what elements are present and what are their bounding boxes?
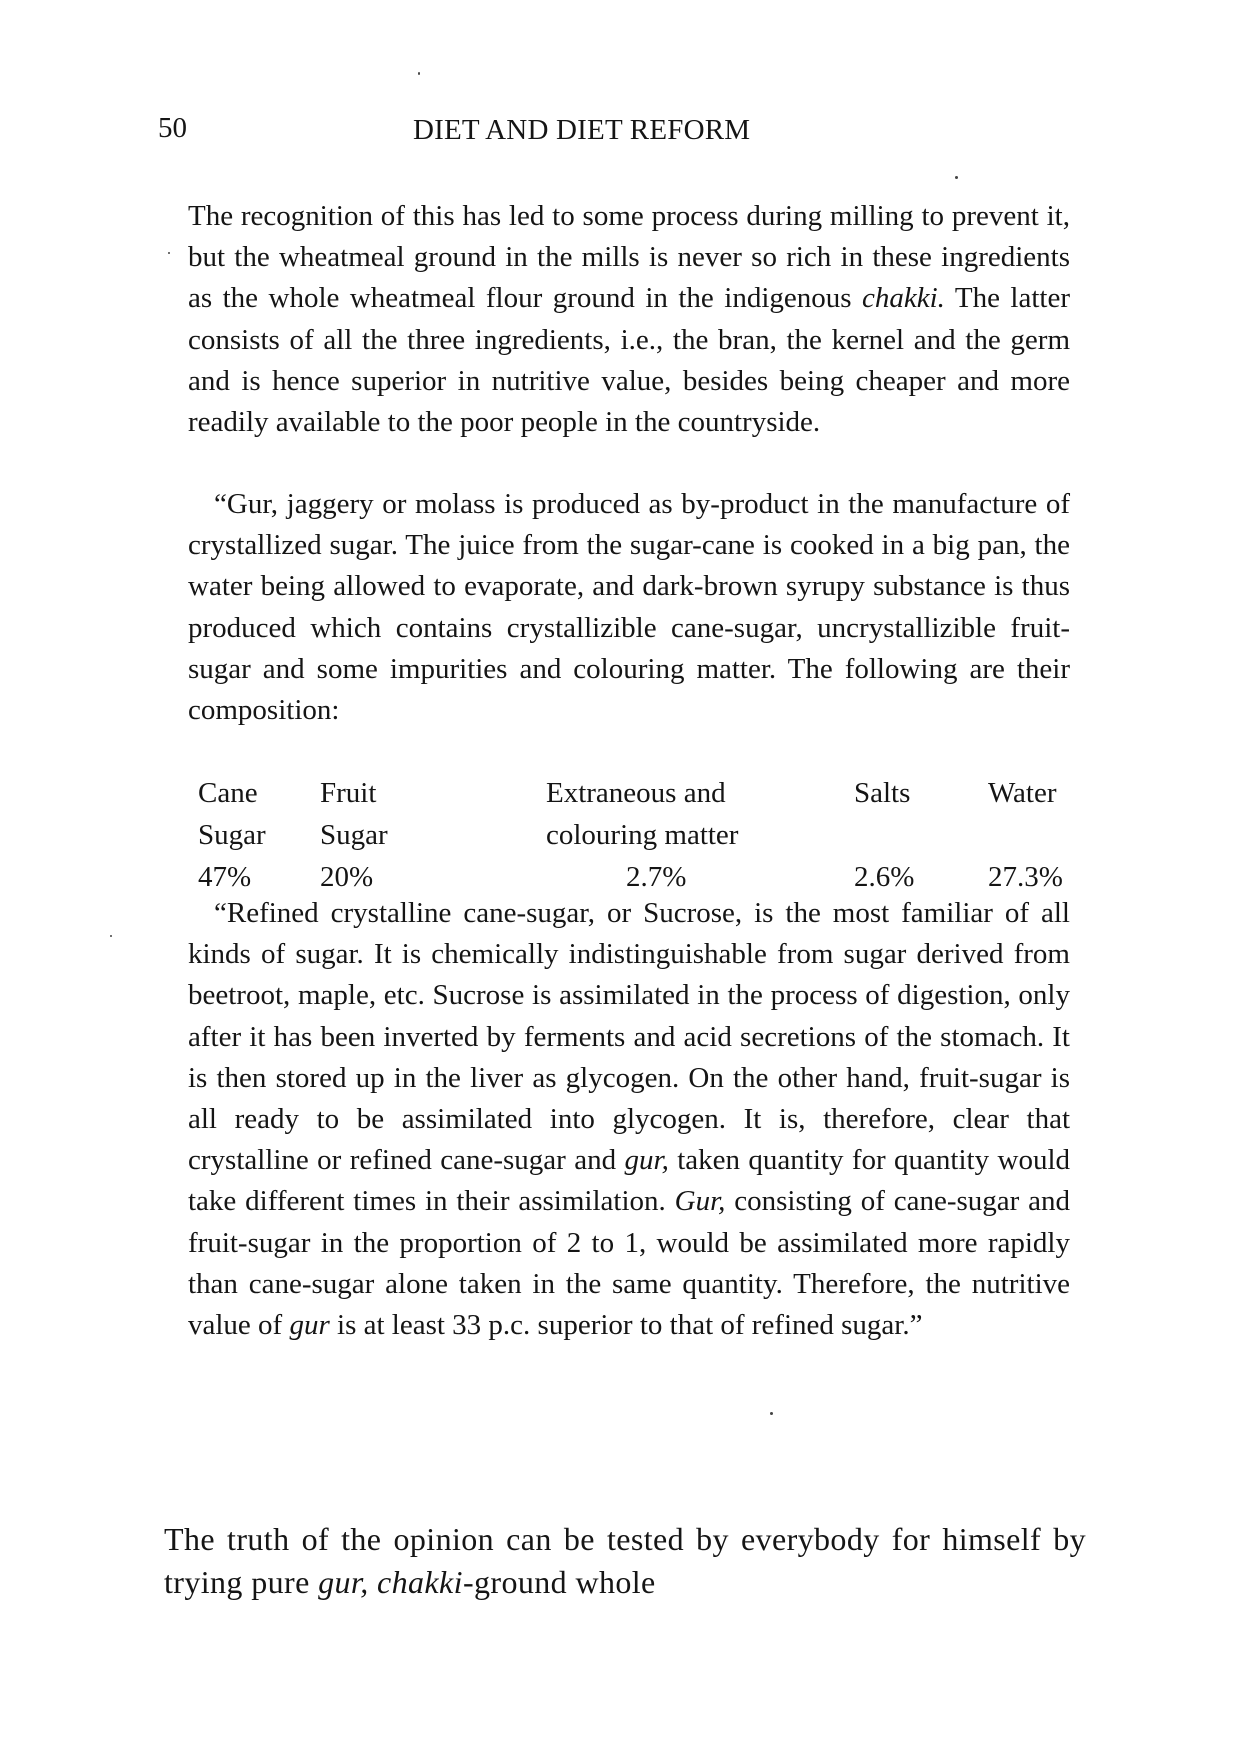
column-header: Fruit	[320, 777, 377, 809]
italic-term: gur,	[624, 1144, 669, 1177]
column-header: Sugar	[320, 819, 388, 851]
italic-term: gur,	[318, 1564, 369, 1600]
paragraph-truth	[164, 1518, 1086, 1604]
page-number: 50	[158, 112, 187, 144]
column-header: colouring matter	[546, 819, 739, 851]
column-header: Water	[988, 777, 1057, 809]
paragraph-milling	[188, 196, 1070, 443]
italic-term: gur	[289, 1309, 330, 1342]
italic-term: chakki	[377, 1564, 463, 1600]
table-value: 27.3%	[988, 861, 1063, 893]
running-title: DIET AND DIET REFORM	[413, 114, 751, 146]
scan-speck	[168, 252, 170, 254]
paragraph-text: consisting of cane-sugar and fruit-sugar in the proportion of 2 to 1, would be assimilated more rapidly than cane-sugar alone taken in the same quantity. Therefore, the nutritive value of	[188, 1185, 1071, 1342]
paragraph-text	[369, 1564, 377, 1600]
scan-speck	[418, 72, 420, 75]
paragraph-text: -ground whole	[462, 1564, 656, 1600]
paragraph-text: taken quantity for quantity would take different times in their assimilation.	[188, 1144, 1070, 1218]
composition-table	[198, 776, 1078, 896]
italic-term: chakki.	[862, 282, 945, 315]
column-header: Cane	[198, 777, 258, 809]
paragraph-sucrose	[188, 893, 1070, 1346]
scan-speck	[770, 1412, 773, 1415]
table-value: 2.7%	[626, 861, 687, 893]
paragraph-text: The recognition of this has led to some process during milling to prevent it, but the wheatmeal ground in the mills is never so rich in these ingredients as the whole wheatmeal flour ground in the indigenous	[188, 200, 1070, 315]
column-header: Salts	[854, 777, 911, 809]
paragraph-gur: “Gur, jaggery or molass is produced as by-product in the manufacture of crystallized sugar. The juice from the sugar-cane is cooked in a big pan, the water being allowed to evaporate, and dark-brown syrupy substance is thus produced which contains crystallizible cane-sugar, uncrystallizible fruit-sugar and some impurities and colouring matter. The following are their composition:	[188, 488, 1070, 727]
paragraph-text: is at least 33 p.c. superior to that of refined sugar.”	[329, 1309, 923, 1342]
scan-speck	[110, 935, 112, 937]
table-value: 47%	[198, 861, 252, 893]
paragraph-text: The truth of the opinion can be tested by everybody for himself by trying pure	[164, 1521, 1086, 1600]
column-header: Extraneous and	[546, 777, 726, 809]
table-value: 2.6%	[854, 861, 915, 893]
paragraph-text: The latter consists of all the three ingredients, i.e., the bran, the kernel and the germ and is hence superior in nutritive value, besides being cheaper and more readily available to the poor people in the countryside.	[188, 282, 1070, 439]
table-value: 20%	[320, 861, 374, 893]
column-header: Sugar	[198, 819, 266, 851]
paragraph-text: “Refined crystalline cane-sugar, or Sucrose, is the most familiar of all kinds of sugar. It is chemically indistinguishable from sugar derived from beetroot, maple, etc. Sucrose is assimilated in the process of digestion, only after it has been inverted by ferments and acid secretions of the stomach. It is then stored up in the liver as glycogen. On the other hand, fruit-sugar is all ready to be assimilated into glycogen. It is, therefore, clear that crystalline or refined cane-sugar and	[188, 897, 1070, 1177]
scan-speck	[955, 176, 958, 179]
page-header	[158, 112, 1078, 152]
italic-term: Gur,	[674, 1185, 726, 1218]
